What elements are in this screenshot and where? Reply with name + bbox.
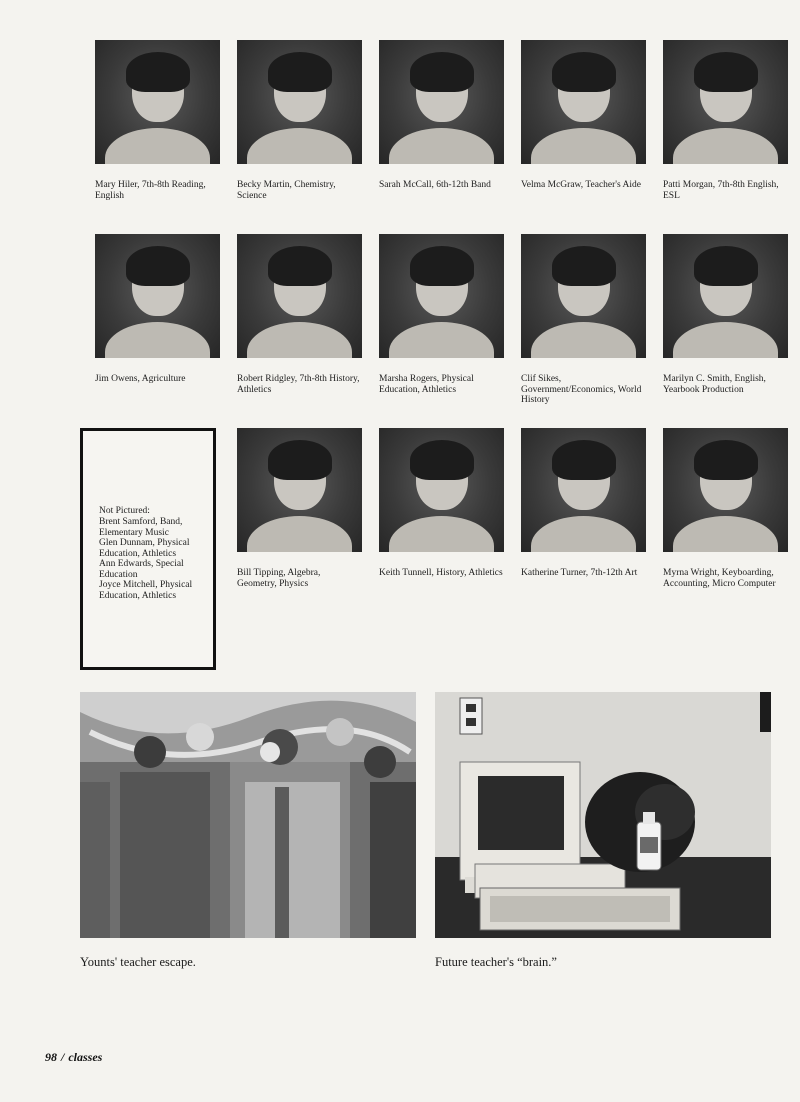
not-pictured-entry: Joyce Mitchell, Physical Education, Athletics: [99, 580, 193, 601]
page-folio: [45, 1050, 102, 1065]
not-pictured-entry: Brent Samford, Band, Elementary Music: [99, 517, 183, 538]
folio-separator: /: [61, 1050, 65, 1064]
portrait-caption: Becky Martin, Chemistry, Science: [237, 180, 336, 201]
portrait-caption: Marsha Rogers, Physical Education, Athletics: [379, 374, 474, 395]
portrait-photo: [95, 40, 220, 164]
portrait-caption: Bill Tipping, Algebra, Geometry, Physics: [237, 568, 321, 589]
section-name: classes: [68, 1050, 103, 1064]
portrait-photo: [521, 234, 646, 358]
portrait-caption: Keith Tunnell, History, Athletics: [379, 568, 503, 578]
not-pictured-entry: Glen Dunnam, Physical Education, Athletics: [99, 538, 190, 559]
portrait-photo: [237, 428, 362, 552]
portrait-caption: Robert Ridgley, 7th-8th History, Athletics: [237, 374, 360, 395]
left-photo-caption: Younts' teacher escape.: [80, 955, 196, 969]
portrait-photo: [379, 40, 504, 164]
classroom-door-illustration: [80, 692, 416, 938]
portrait-caption: Myrna Wright, Keyboarding, Accounting, Micro Computer: [663, 568, 776, 589]
portrait-photo: [521, 40, 646, 164]
portrait-photo: [237, 234, 362, 358]
portrait-caption: Mary Hiler, 7th-8th Reading, English: [95, 180, 206, 201]
not-pictured-title: Not Pictured:: [99, 506, 150, 516]
portrait-caption: Jim Owens, Agriculture: [95, 374, 186, 384]
computer-photo: [435, 692, 771, 938]
not-pictured-box: [80, 428, 216, 670]
portrait-photo: [95, 234, 220, 358]
portrait-photo: [663, 234, 788, 358]
classroom-door-photo: [80, 692, 416, 938]
portrait-caption: Katherine Turner, 7th-12th Art: [521, 568, 638, 578]
portrait-photo: [379, 428, 504, 552]
right-photo-caption: Future teacher's “brain.”: [435, 955, 557, 969]
portrait-caption: Velma McGraw, Teacher's Aide: [521, 180, 642, 190]
page-number: 98: [45, 1050, 57, 1064]
not-pictured-entry: Ann Edwards, Special Education: [99, 559, 184, 580]
portrait-photo: [237, 40, 362, 164]
portrait-photo: [663, 428, 788, 552]
portrait-caption: Patti Morgan, 7th-8th English, ESL: [663, 180, 779, 201]
portrait-photo: [379, 234, 504, 358]
portrait-photo: [521, 428, 646, 552]
computer-illustration: [435, 692, 771, 938]
portrait-caption: Marilyn C. Smith, English, Yearbook Production: [663, 374, 766, 395]
portrait-caption: Clif Sikes, Government/Economics, World History: [521, 374, 642, 405]
portrait-photo: [663, 40, 788, 164]
portrait-caption: Sarah McCall, 6th-12th Band: [379, 180, 491, 190]
